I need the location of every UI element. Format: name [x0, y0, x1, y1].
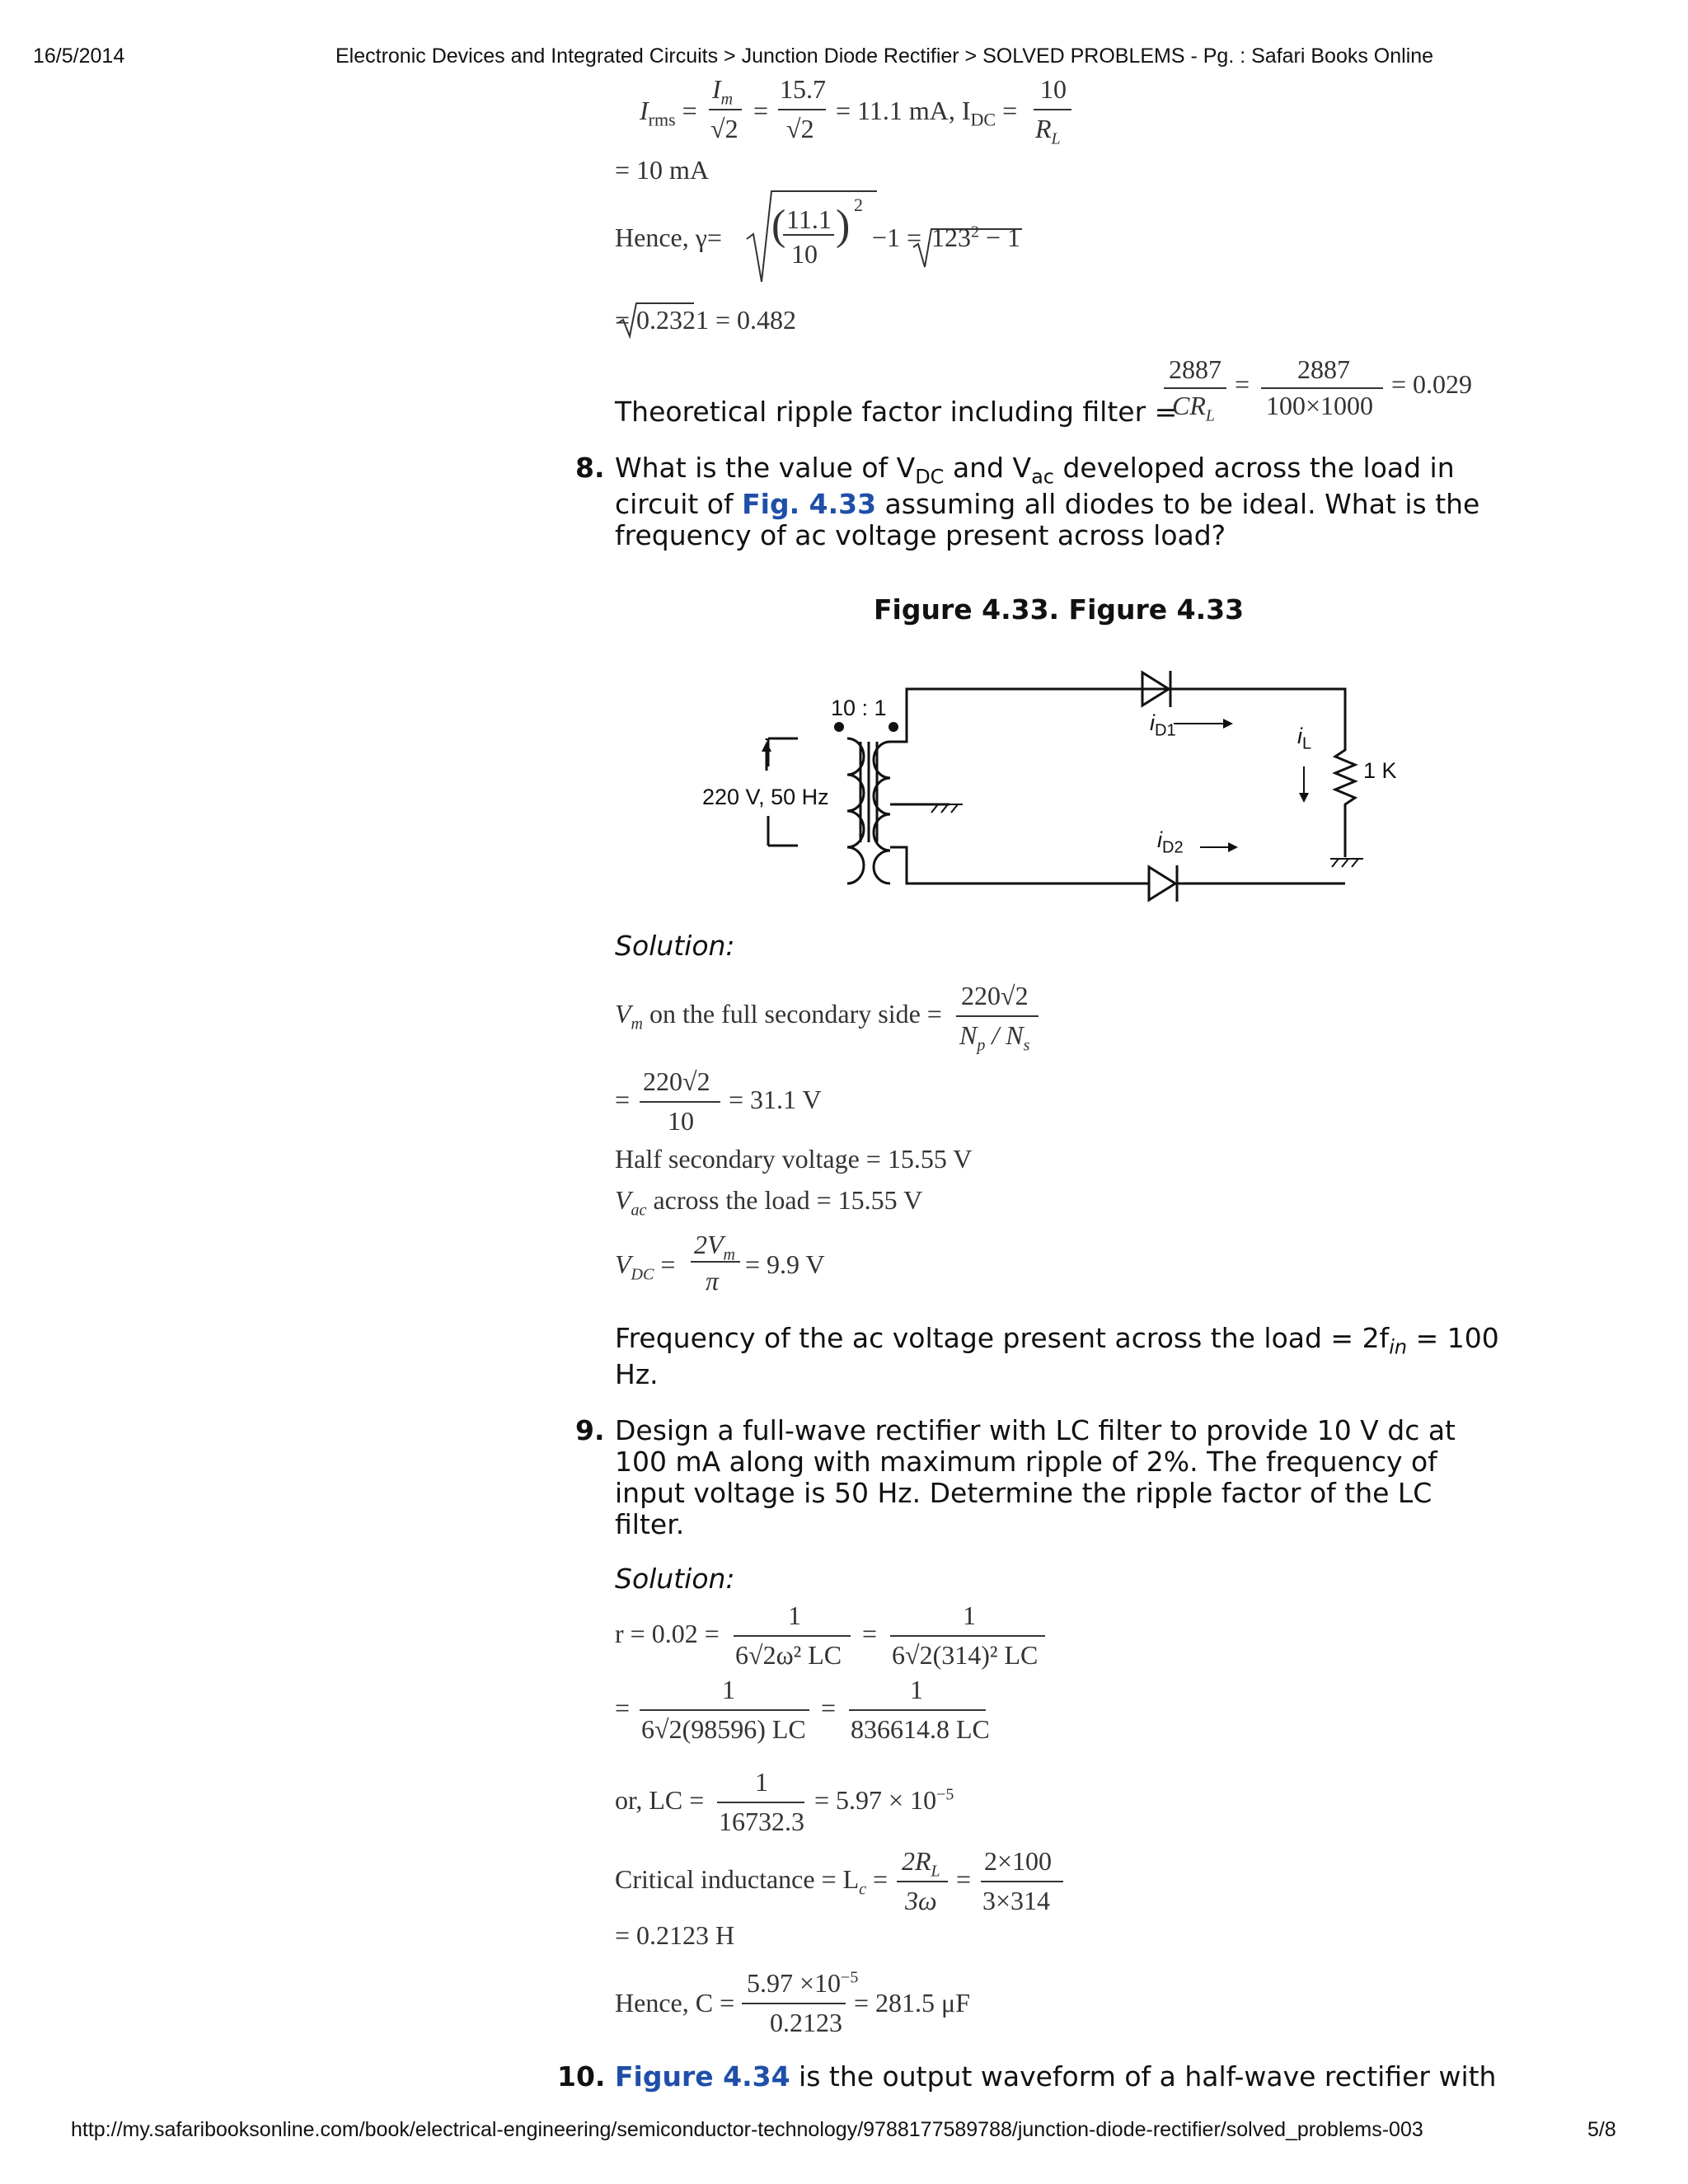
q9-line4: filter. [615, 1508, 685, 1540]
equation-vac: $V_{ac}$ across the load = 15.55 V [615, 1185, 923, 1220]
solution-label-9: Solution: [615, 1563, 735, 1595]
footer-url[interactable]: http://my.safaribooksonline.com/book/electrical-engineering/semiconductor-technology/9788177589788/junction-diode-rectifier/solved_problems-003 [71, 2118, 1423, 2141]
fig-4-34-link[interactable]: Figure 4.34 [615, 2060, 790, 2093]
circuit-source-label: 220 V, 50 Hz [702, 785, 829, 809]
q8-line1: What is the value of $V_{DC}$ and $V_{ac}$ developed across the load in [615, 452, 1455, 489]
header-title: Electronic Devices and Integrated Circuits > Junction Diode Rectifier > SOLVED PROBLEMS - Pg. : Safari Books Online [335, 45, 1434, 68]
q9-line2: 100 mA along with maximum ripple of 2%. The frequency of [615, 1446, 1437, 1478]
load-resistor-icon [1335, 742, 1355, 857]
circuit-id1-label: $i_{D1}$ [1150, 710, 1176, 740]
q9-number: 9. [575, 1414, 605, 1446]
frequency-line1: Frequency of the ac voltage present across the load = $2f_{in} = 100$ [615, 1322, 1499, 1359]
frequency-line2: Hz. [615, 1358, 659, 1390]
q9-line3: input voltage is 50 Hz. Determine the ripple factor of the LC [615, 1477, 1432, 1509]
fig-4-33-link[interactable]: Fig. 4.33 [742, 488, 877, 520]
ground-icon [930, 804, 1363, 867]
q10-number: 10. [557, 2060, 606, 2093]
equation-critical-result: = 0.2123 H [615, 1920, 735, 1950]
q8-line2: circuit of Fig. 4.33 assuming all diodes to be ideal. What is the [615, 488, 1480, 520]
q8-line3: frequency of ac voltage present across load? [615, 519, 1226, 551]
dot-secondary [889, 722, 898, 732]
dot-primary [834, 722, 844, 732]
q8-number: 8. [575, 452, 605, 484]
equation-half-secondary: Half secondary voltage = 15.55 V [615, 1144, 973, 1174]
footer-page: 5/8 [1587, 2118, 1616, 2141]
figure-caption: Figure 4.33. Figure 4.33 [874, 593, 1245, 626]
q10-line1: Figure 4.34 is the output waveform of a half-wave rectifier with [615, 2060, 1497, 2093]
q9-line1: Design a full-wave rectifier with LC filter to provide 10 V dc at [615, 1414, 1456, 1446]
circuit-load-label: 1 K [1363, 758, 1397, 783]
header-date: 16/5/2014 [33, 45, 125, 68]
source-arrow-icon [762, 742, 771, 771]
circuit-il-label: $i_L$ [1297, 724, 1312, 753]
theoretical-label: Theoretical ripple factor including filter = [615, 396, 1178, 428]
equation-idc: = 10 mA [615, 155, 710, 185]
circuit-id2-label: $i_{D2}$ [1157, 827, 1184, 857]
circuit-ratio-label: 10 : 1 [831, 696, 887, 720]
solution-label-8: Solution: [615, 930, 735, 962]
